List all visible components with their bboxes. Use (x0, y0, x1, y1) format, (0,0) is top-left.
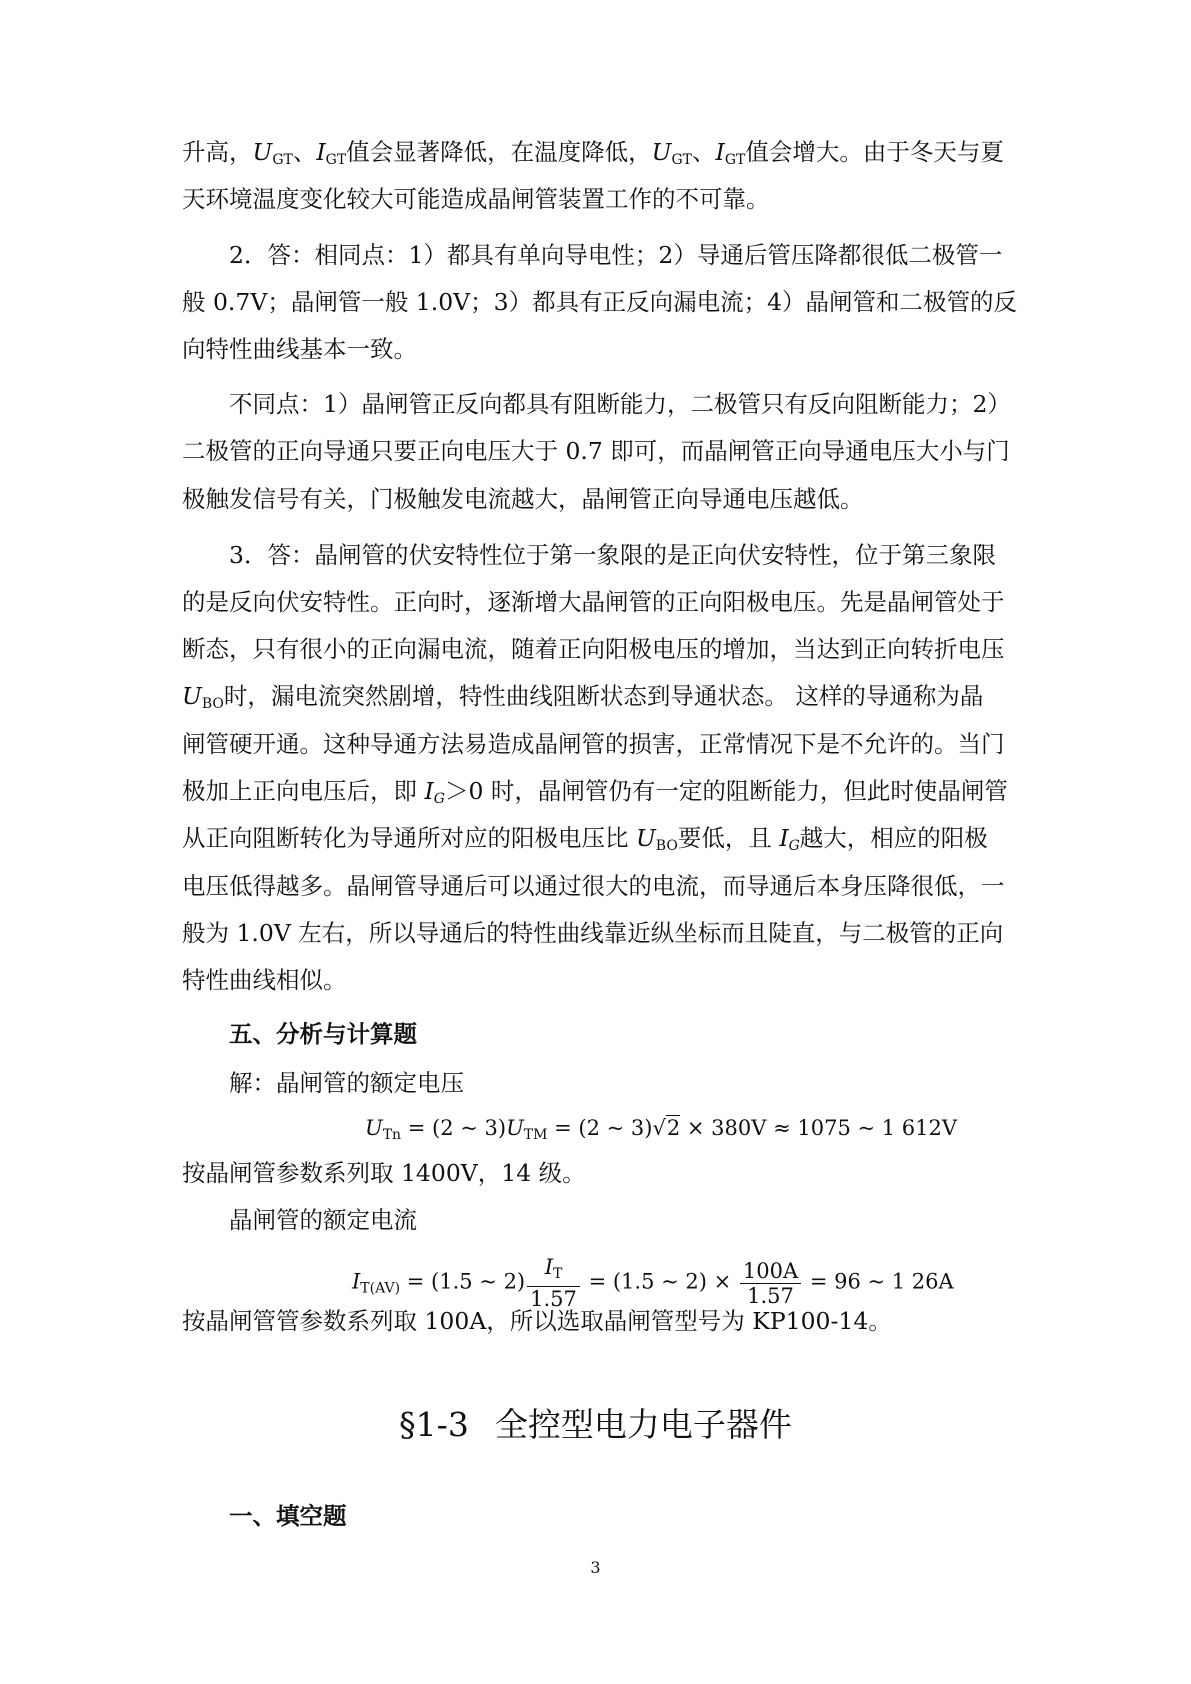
section-heading: 五、分析与计算题 (229, 1020, 417, 1048)
section-title (0, 1405, 1191, 1445)
text-line: 极加上正向电压后，即 $I_G>0$ 时，晶闸管仍有一定的阻断能力，但此时使晶闸管 (182, 777, 1008, 807)
text-line: 晶闸管的额定电流 (229, 1206, 417, 1234)
section-title-text: 全控型电力电子器件 (494, 1405, 792, 1444)
text-line: 断态，只有很小的正向漏电流，随着正向阳极电压的增加，当达到正向转折电压 (182, 635, 1005, 663)
text-line: 般 0.7V；晶闸管一般 1.0V；3）都具有正反向漏电流；4）晶闸管和二极管的反 (182, 288, 1018, 316)
section-number: §1-3 (399, 1405, 469, 1444)
text-line: 解：晶闸管的额定电压 (229, 1069, 464, 1097)
text-line: 特性曲线相似。 (182, 966, 347, 994)
page-number: 3 (590, 1558, 601, 1577)
text-line: 按晶闸管参数系列取 1400V，14 级。 (182, 1159, 586, 1187)
text-line: 3．答：晶闸管的伏安特性位于第一象限的是正向伏安特性，位于第三象限 (229, 541, 996, 569)
text-line: 天环境温度变化较大可能造成晶闸管装置工作的不可靠。 (182, 185, 770, 213)
fraction: $\frac{I_T}{1.57}$ (527, 1255, 580, 1311)
text-line: 般为 1.0V 左右，所以导通后的特性曲线靠近纵坐标而且陡直，与二极管的正向 (182, 919, 1004, 947)
text-line: 电压低得越多。晶闸管导通后可以通过很大的电流，而导通后本身压降很低，一 (182, 872, 1005, 900)
text-line: 从正向阻断转化为导通所对应的阳极电压比 $U_{BO}$要低，且 $I_G$越大，相应的阳极 (182, 824, 988, 854)
text-line: 二极管的正向导通只要正向电压大于 0.7 即可，而晶闸管正向导通电压大小与门 (182, 437, 1010, 465)
sub-heading: 一、填空题 (229, 1502, 347, 1530)
text-line: 升高，$U_{GT}$、$I_{GT}$值会显著降低，在温度降低，$U_{GT}$、$I_{GT}$值会增大。由于冬天与夏 (182, 138, 1004, 168)
text-line: 按晶闸管管参数系列取 100A，所以选取晶闸管型号为 KP100-14。 (182, 1307, 892, 1335)
text-line: 闸管硬开通。这种导通方法易造成晶闸管的损害，正常情况下是不允许的。当门 (182, 730, 1005, 758)
text-line: 2．答：相同点：1）都具有单向导电性；2）导通后管压降都很低二极管一 (229, 241, 1003, 269)
text-line: 的是反向伏安特性。正向时，逐渐增大晶闸管的正向阳极电压。先是晶闸管处于 (182, 588, 1005, 616)
formula-rated-voltage: $U_{Tn} = (2$ ~ $3)U_{TM} = (2$ ~ 3)√2 × 380V ≈ 1075 ~ 1 612V (365, 1116, 958, 1143)
fraction: $\frac{100A}{1.57}$ (740, 1259, 801, 1308)
text-line: 不同点：1）晶闸管正反向都具有阻断能力，二极管只有反向阻断能力；2） (229, 390, 1011, 418)
text-line: 极触发信号有关，门极触发电流越大，晶闸管正向导通电压越低。 (182, 485, 864, 513)
formula-rated-current: $I_{T(AV)} = (1.5$ ~ 2) $\frac{I_T}{1.57}$ = (1.5 ~ 2) × $\frac{100A}{1.57}$ = 96 ~ 1 26A (352, 1255, 954, 1311)
text-line: $U_{BO}$时，漏电流突然剧增，特性曲线阻断状态到导通状态。 这样的导通称为晶 (182, 682, 984, 712)
text-line: 向特性曲线基本一致。 (182, 335, 417, 363)
